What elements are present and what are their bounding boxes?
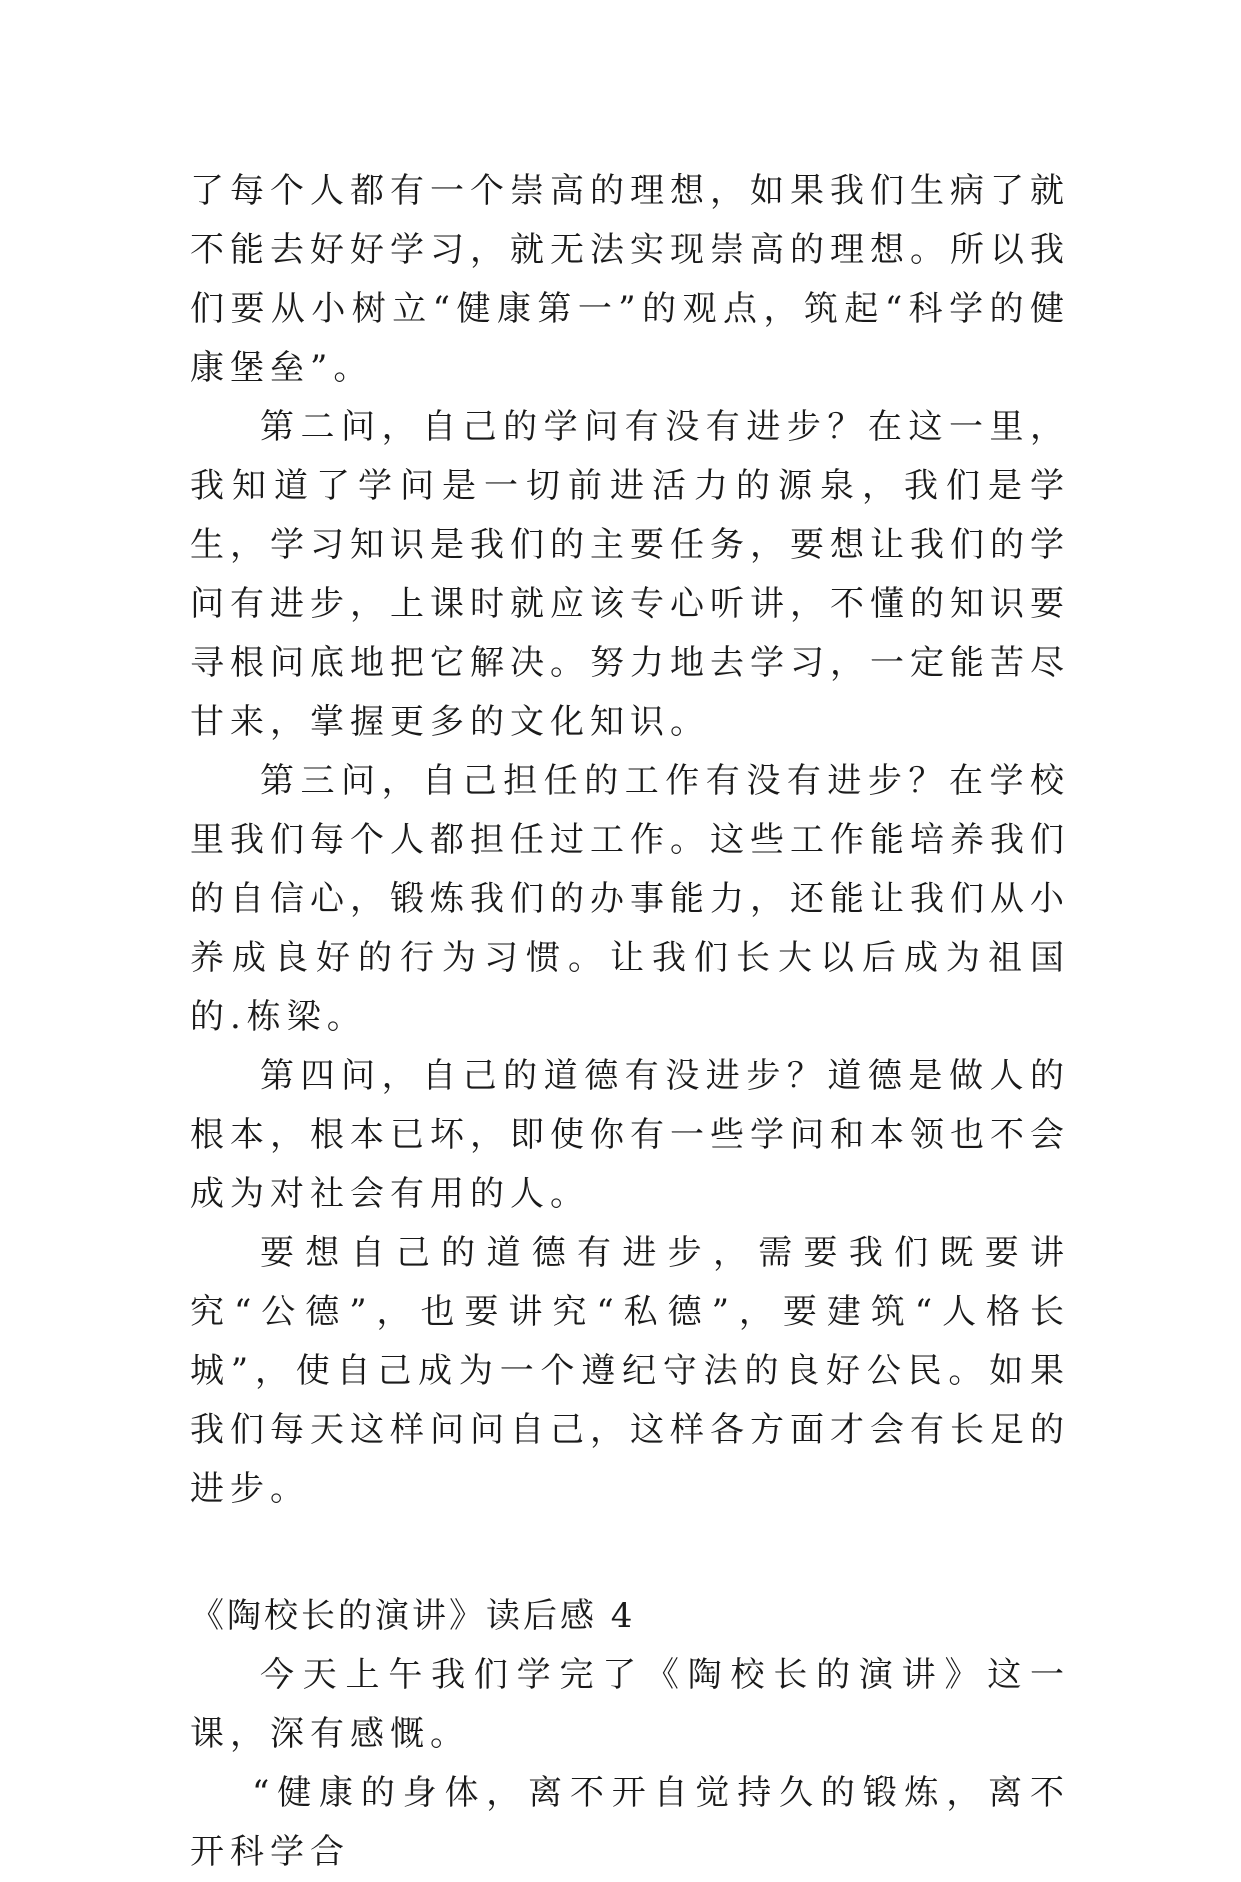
paragraph-second-question: 第二问，自己的学问有没有进步？在这一里，我知道了学问是一切前进活力的源泉，我们是学生，学习知识是我们的主要任务，要想让我们的学问有进步，上课时就应该专心听讲，不懂的知识要寻根问底地把它解决。努力地去学习，一定能苦尽甘来，掌握更多的文化知识。 xyxy=(190,407,1070,742)
document-body xyxy=(190,162,1070,1882)
paragraph-fourth-question: 第四问，自己的道德有没进步？道德是做人的根本，根本已坏，即使你有一些学问和本领也不会成为对社会有用的人。 xyxy=(190,1056,1070,1214)
section-title: 《陶校长的演讲》读后感 4 xyxy=(190,1596,636,1636)
paragraph-health-continued: 了每个人都有一个崇高的理想，如果我们生病了就不能去好好学习，就无法实现崇高的理想。所以我们要从小树立“健康第一”的观点，筑起“科学的健康堡垒”。 xyxy=(190,171,1070,388)
paragraph-third-question: 第三问，自己担任的工作有没有进步？在学校里我们每个人都担任过工作。这些工作能培养我们的自信心，锻炼我们的办事能力，还能让我们从小养成良好的行为习惯。让我们长大以后成为祖国的.栋梁。 xyxy=(190,761,1070,1037)
section-spacer xyxy=(190,1519,1070,1587)
paragraph-moral-progress: 要想自己的道德有进步，需要我们既要讲究“公德”，也要讲究“私德”，要建筑“人格长城”，使自己成为一个遵纪守法的良好公民。如果我们每天这样问问自己，这样各方面才会有长足的进步。 xyxy=(190,1233,1070,1509)
paragraph-intro: 今天上午我们学完了《陶校长的演讲》这一课，深有感慨。 xyxy=(190,1655,1070,1754)
paragraph-quote: “健康的身体，离不开自觉持久的锻炼，离不开科学合 xyxy=(190,1773,1070,1872)
